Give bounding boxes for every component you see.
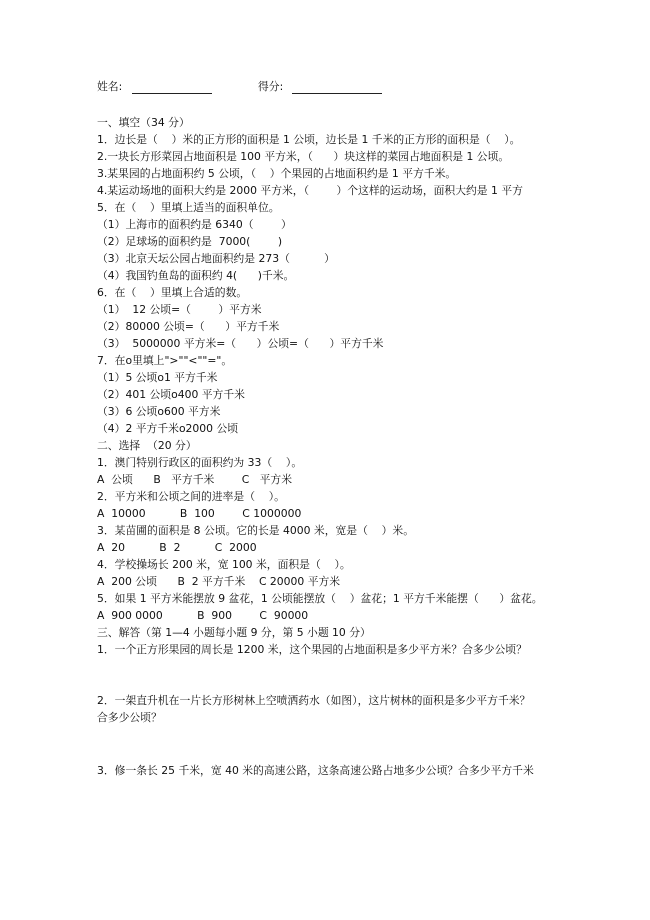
question-line: 2．一架直升机在一片长方形树林上空喷洒药水（如图），这片树林的面积是多少平方千米？ xyxy=(97,694,531,707)
choice-line: A 公顷 B 平方千米 C 平方米 xyxy=(97,473,293,486)
score-blank xyxy=(292,93,382,94)
question-line: 6．在（ ）里填上合适的数。 xyxy=(97,286,248,299)
section-1-heading: 一、填空（34 分） xyxy=(97,116,190,129)
question-line: （1）5 公顷o1 平方千米 xyxy=(97,371,218,384)
question-line: 3．修一条长 25 千米，宽 40 米的高速公路，这条高速公路占地多少公顷？合多少平方千米 xyxy=(97,764,534,777)
name-blank xyxy=(132,93,212,94)
question-line: （4）2 平方千米o2000 公顷 xyxy=(97,422,239,435)
question-line: 1．边长是（ ）米的正方形的面积是 1 公顷，边长是 1 千米的正方形的面积是（ ）。 xyxy=(97,133,521,146)
question-line: 5．如果 1 平方米能摆放 9 盆花，1 公顷能摆放（ ）盆花；1 平方千米能摆（ ）盆花。 xyxy=(97,592,543,605)
question-line: 7．在o里填上">""<""="。 xyxy=(97,354,233,367)
score-label: 得分: xyxy=(258,80,284,93)
question-line: 3．某苗圃的面积是 8 公顷。它的长是 4000 米，宽是（ ）米。 xyxy=(97,524,414,537)
question-line: （1）上海市的面积约是 6340（ ） xyxy=(97,218,292,231)
question-line: 1．澳门特别行政区的面积约为 33（ ）。 xyxy=(97,456,303,469)
name-label: 姓名: xyxy=(97,80,123,93)
question-line: （2）足球场的面积约是 7000( ) xyxy=(97,235,283,248)
question-line: 1．一个正方形果园的周长是 1200 米，这个果园的占地面积是多少平方米？合多少公顷？ xyxy=(97,643,527,656)
question-line: 合多少公顷？ xyxy=(97,711,162,724)
section-3-heading: 三、解答（第 1—4 小题每小题 9 分，第 5 小题 10 分） xyxy=(97,626,371,639)
question-line: （1） 12 公顷=（ ）平方米 xyxy=(97,303,262,316)
question-line: 2.一块长方形菜园占地面积是 100 平方米，（ ）块这样的菜园占地面积是 1 公顷。 xyxy=(97,150,510,163)
choice-line: A 200 公顷 B 2 平方千米 C 20000 平方米 xyxy=(97,575,341,588)
question-line: 3.某果园的占地面积约 5 公顷，（ ）个果园的占地面积约是 1 平方千米。 xyxy=(97,167,457,180)
question-line: （4）我国钓鱼岛的面积约 4( )千米。 xyxy=(97,269,295,282)
question-line: （3）北京天坛公园占地面积约是 273（ ） xyxy=(97,252,335,265)
question-line: （2）80000 公顷=（ ）平方千米 xyxy=(97,320,280,333)
choice-line: A 20 B 2 C 2000 xyxy=(97,541,257,554)
section-2-heading: 二、选择 （20 分） xyxy=(97,439,197,452)
question-line: 2．平方米和公顷之间的进率是（ ）。 xyxy=(97,490,285,503)
question-line: （3） 5000000 平方米=（ ）公顷=（ ）平方千米 xyxy=(97,337,384,350)
choice-line: A 10000 B 100 C 1000000 xyxy=(97,507,302,520)
question-line: 4．学校操场长 200 米，宽 100 米，面积是（ ）。 xyxy=(97,558,351,571)
question-line: （2）401 公顷o400 平方千米 xyxy=(97,388,245,401)
question-line: 4.某运动场地的面积大约是 2000 平方米，（ ）个这样的运动场，面积大约是 1 平方 xyxy=(97,184,523,197)
question-line: （3）6 公顷o600 平方米 xyxy=(97,405,221,418)
question-line: 5．在（ ）里填上适当的面积单位。 xyxy=(97,201,280,214)
choice-line: A 900 0000 B 900 C 90000 xyxy=(97,609,309,622)
